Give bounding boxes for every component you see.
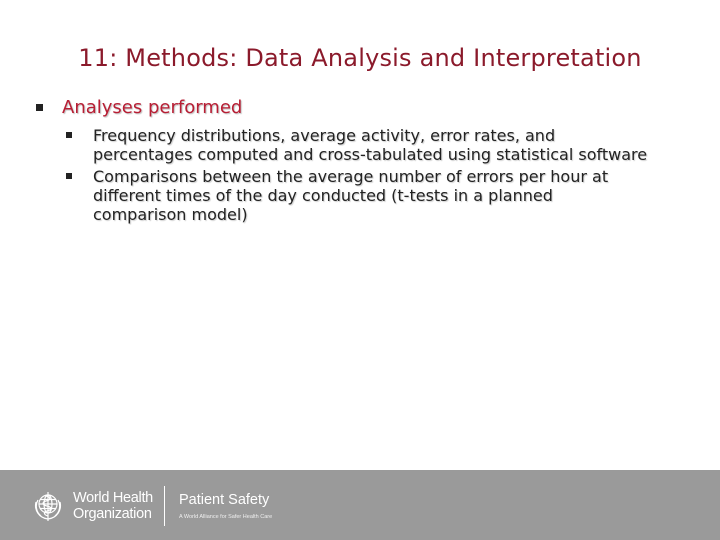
slide-title: 11: Methods: Data Analysis and Interpretation bbox=[78, 44, 642, 72]
patient-safety-title: Patient Safety bbox=[179, 492, 270, 508]
bullet-level1 bbox=[36, 96, 686, 120]
bullet-level1-text: Analyses performed bbox=[62, 97, 243, 118]
sub-bullet-text: Comparisons between the average number of errors per hour at different times of the day conducted (t-tests in a planned comparison model) bbox=[93, 167, 609, 224]
sub-bullet bbox=[62, 126, 686, 164]
square-bullet-icon bbox=[66, 132, 72, 138]
square-bullet-icon bbox=[36, 104, 43, 111]
slide-content bbox=[36, 96, 686, 227]
who-name-line2: Organization bbox=[73, 506, 152, 522]
sub-bullet bbox=[62, 167, 686, 224]
who-wordmark bbox=[73, 490, 153, 522]
footer-divider bbox=[164, 486, 165, 526]
who-emblem-icon bbox=[30, 488, 66, 524]
sub-bullet-list bbox=[36, 126, 686, 224]
sub-bullet-text: Frequency distributions, average activity, error rates, and percentages computed and cross-tabulated using statistical software bbox=[93, 126, 648, 164]
patient-safety-tagline: A World Alliance for Safer Health Care bbox=[179, 514, 273, 520]
footer-bar bbox=[0, 470, 720, 540]
who-name-line1: World Health bbox=[73, 490, 153, 506]
square-bullet-icon bbox=[66, 173, 72, 179]
